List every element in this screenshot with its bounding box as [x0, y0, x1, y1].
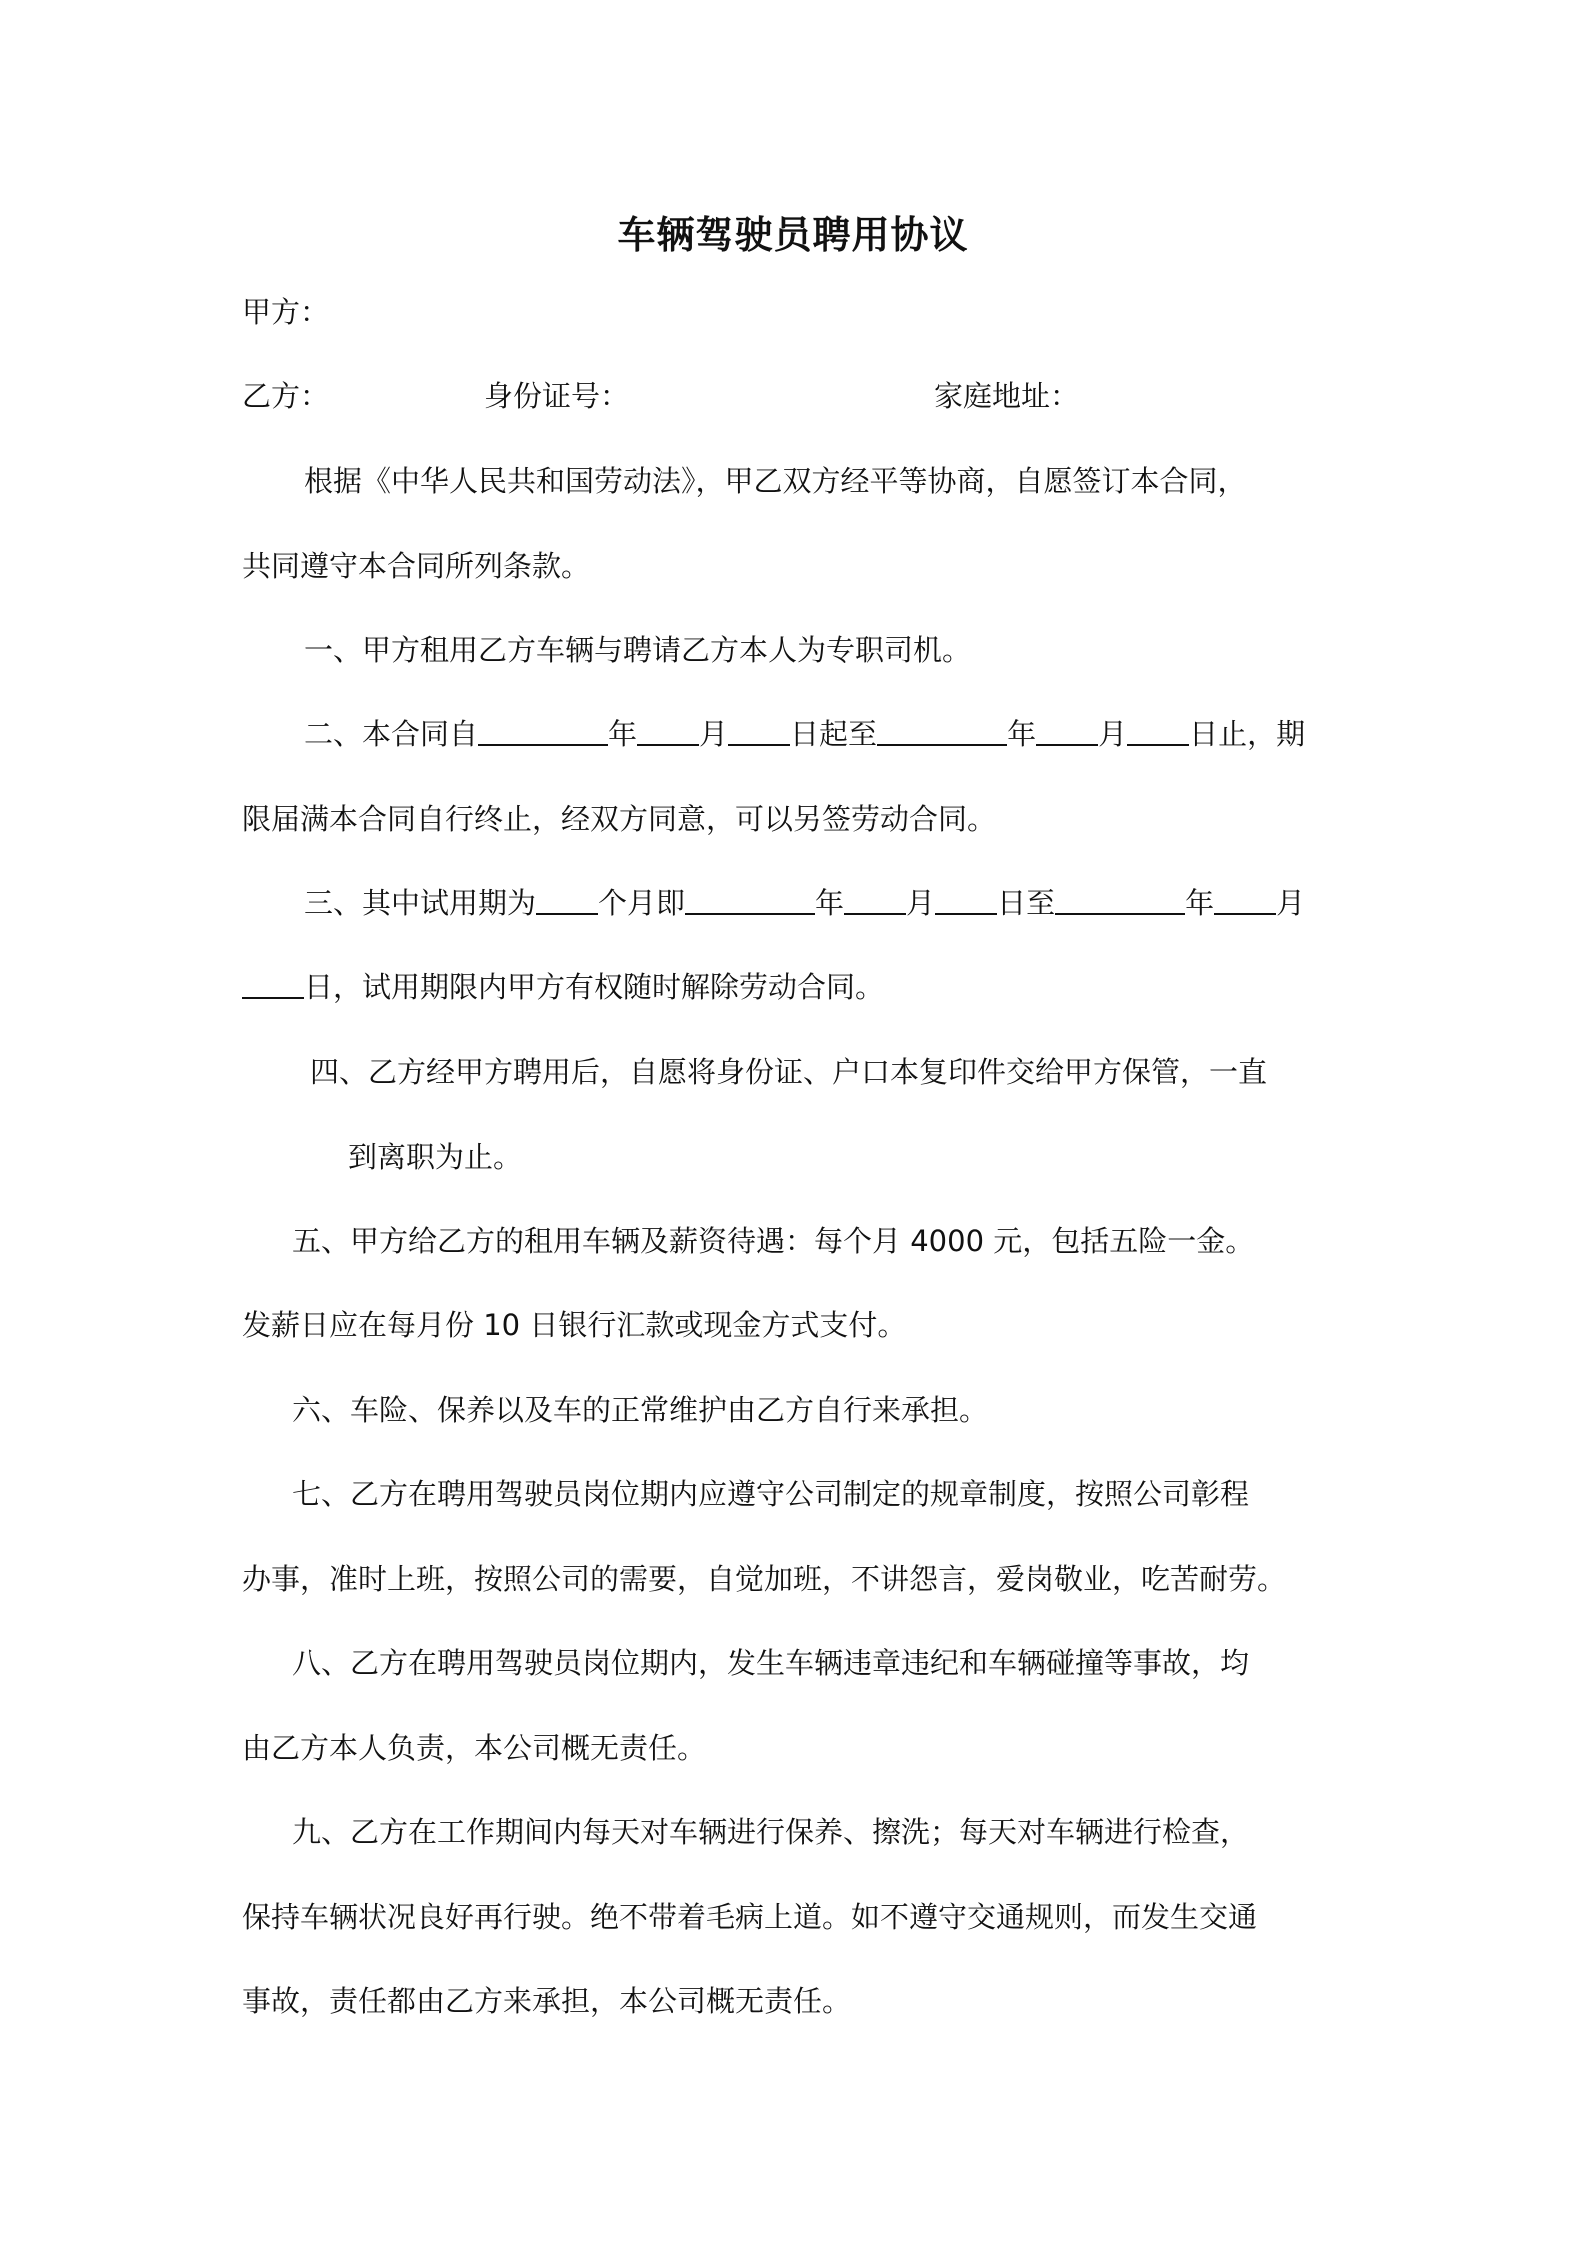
clause-2-end-month-label: 月: [1098, 717, 1128, 751]
clause-4-line-1: 四、乙方经甲方聘用后，自愿将身份证、户口本复印件交给甲方保管，一直: [310, 1055, 1268, 1089]
party-b-address-label: 家庭地址：: [934, 379, 1080, 413]
clause-2-end-year-label: 年: [1007, 717, 1037, 751]
party-b-label: 乙方：: [242, 379, 330, 413]
clause-3-months-label: 个月即: [598, 886, 686, 920]
end-year-blank: [877, 714, 1007, 746]
clause-2-month-label: 月: [699, 717, 729, 751]
clause-3-end-month-label: 月: [1276, 886, 1306, 920]
clause-9-line-2: 保持车辆状况良好再行驶。绝不带着毛病上道。如不遵守交通规则，而发生交通: [242, 1900, 1258, 1934]
clause-2-day-to-label: 日止，期: [1189, 717, 1306, 751]
clause-2-line-1: [304, 714, 1305, 754]
clause-2-day-from-label: 日起至: [790, 717, 878, 751]
party-b-id-label: 身份证号：: [484, 379, 630, 413]
clause-9-line-1: 九、乙方在工作期间内每天对车辆进行保养、擦洗；每天对车辆进行检查，: [292, 1815, 1250, 1849]
clause-2-year-label: 年: [608, 717, 638, 751]
probation-months-blank: [536, 883, 598, 915]
clause-6: 六、车险、保养以及车的正常维护由乙方自行来承担。: [292, 1393, 989, 1427]
clause-3-line-2: [242, 967, 884, 1007]
clause-2-line-2: 限届满本合同自行终止，经双方同意，可以另签劳动合同。: [242, 802, 997, 836]
party-a-label: 甲方：: [242, 295, 330, 329]
clause-1: 一、甲方租用乙方车辆与聘请乙方本人为专职司机。: [304, 633, 972, 667]
clause-4-line-2: 到离职为止。: [348, 1140, 523, 1174]
probation-start-month-blank: [844, 883, 906, 915]
clause-3-month-label: 月: [906, 886, 936, 920]
clause-3-day-to-label: 日至: [997, 886, 1056, 920]
clause-9-line-3: 事故，责任都由乙方来承担，本公司概无责任。: [242, 1984, 852, 2018]
probation-end-year-blank: [1055, 883, 1185, 915]
clause-3-year-label: 年: [815, 886, 845, 920]
start-day-blank: [728, 714, 790, 746]
end-day-blank: [1127, 714, 1189, 746]
document-title: 车辆驾驶员聘用协议: [617, 213, 969, 257]
intro-line-1: 根据《中华人民共和国劳动法》，甲乙双方经平等协商，自愿签订本合同，: [304, 464, 1247, 498]
clause-3-line-2-suffix: 日，试用期限内甲方有权随时解除劳动合同。: [304, 970, 885, 1004]
probation-start-year-blank: [685, 883, 815, 915]
clause-8-line-2: 由乙方本人负责，本公司概无责任。: [242, 1731, 707, 1765]
start-month-blank: [637, 714, 699, 746]
probation-end-day-blank: [242, 967, 304, 999]
clause-8-line-1: 八、乙方在聘用驾驶员岗位期内，发生车辆违章违纪和车辆碰撞等事故，均: [292, 1646, 1250, 1680]
clause-7-line-1: 七、乙方在聘用驾驶员岗位期内应遵守公司制定的规章制度，按照公司彰程: [292, 1477, 1250, 1511]
probation-end-month-blank: [1214, 883, 1276, 915]
clause-5-line-1: 五、甲方给乙方的租用车辆及薪资待遇：每个月 4000 元，包括五险一金。: [292, 1224, 1255, 1258]
clause-5-line-2: 发薪日应在每月份 10 日银行汇款或现金方式支付。: [242, 1308, 907, 1342]
clause-7-line-2: 办事，准时上班，按照公司的需要，自觉加班，不讲怨言，爱岗敬业，吃苦耐劳。: [242, 1562, 1287, 1596]
clause-3-end-year-label: 年: [1185, 886, 1215, 920]
start-year-blank: [478, 714, 608, 746]
clause-3-line-1: [304, 883, 1305, 923]
clause-3-prefix: 三、其中试用期为: [304, 886, 537, 920]
probation-start-day-blank: [935, 883, 997, 915]
intro-line-2: 共同遵守本合同所列条款。: [242, 549, 591, 583]
end-month-blank: [1036, 714, 1098, 746]
clause-2-prefix: 二、本合同自: [304, 717, 479, 751]
